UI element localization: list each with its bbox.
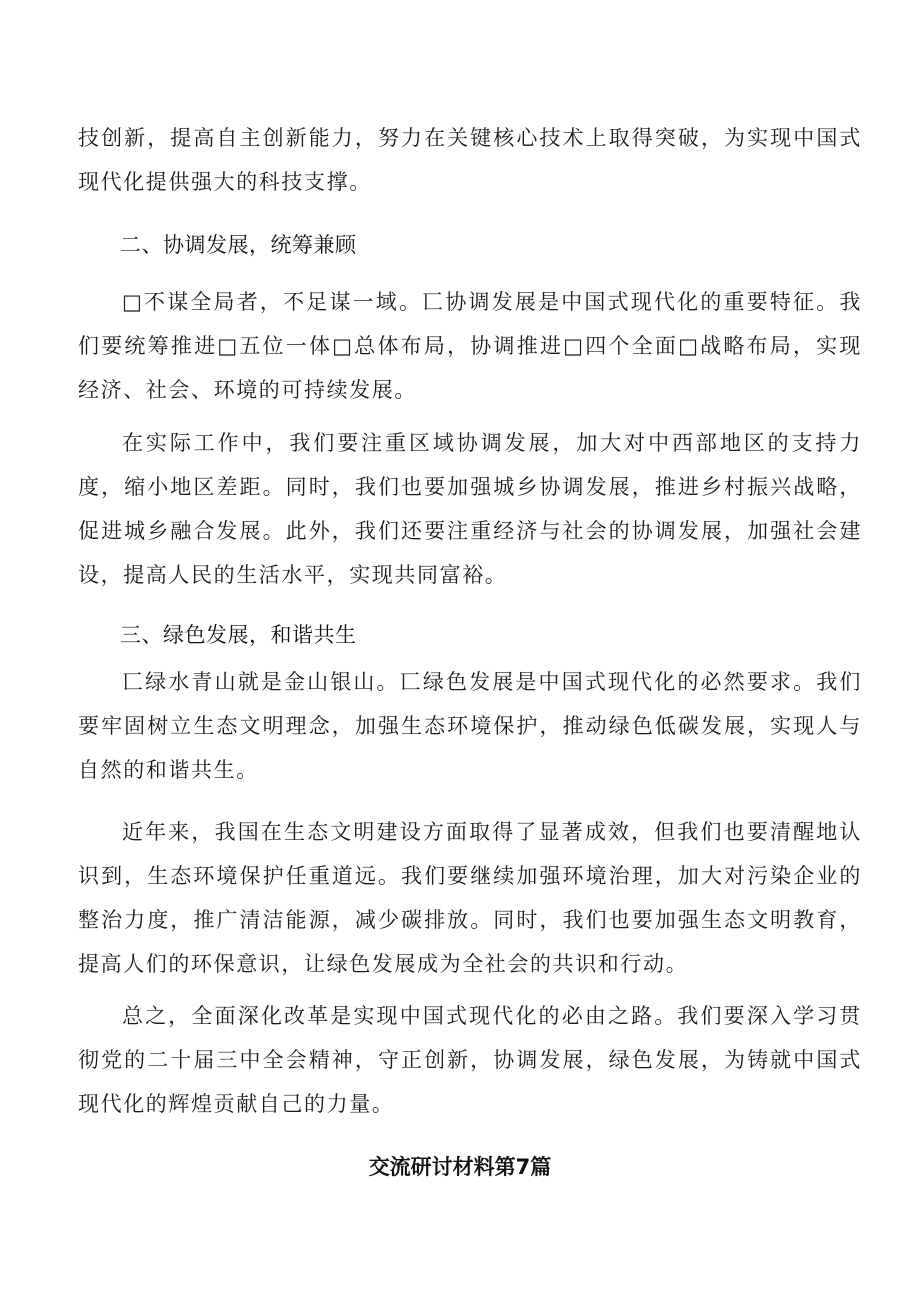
paragraph-coordinated-practice: 在实际工作中，我们要注重区域协调发展，加大对中西部地区的支持力度，缩小地区差距。同时，我们也要加强城乡协调发展，推进乡村振兴战略，促进城乡融合发展。此外，我们还要注重经济与社会的协调发展，加强社会建设，提高人民的生活水平，实现共同富裕。 xyxy=(78,431,862,587)
paragraph-green-intro: 匸绿水青山就是金山银山。匸绿色发展是中国式现代化的必然要求。我们要牢固树立生态文明理念，加强生态环境保护，推动绿色低碳发展，实现人与自然的和谐共生。 xyxy=(78,670,862,782)
next-article-title: 交流研讨材料第7篇 xyxy=(368,1155,552,1179)
paragraph-green-progress: 近年来，我国在生态文明建设方面取得了显著成效，但我们也要清醒地认识到，生态环境保护任重道远。我们要继续加强环境治理，加大对污染企业的整治力度，推广清洁能源，减少碳排放。同时，我们也要加强生态文明教育，提高人们的环保意识，让绿色发展成为全社会的共识和行动。 xyxy=(78,820,862,976)
paragraph-tech-innovation-end: 技创新，提高自主创新能力，努力在关键核心技术上取得突破，为实现中国式现代化提供强大的科技支撑。 xyxy=(78,126,862,194)
paragraph-coordinated-intro: □不谋全局者，不足谋一域。匸协调发展是中国式现代化的重要特征。我们要统筹推进□五位一体□总体布局，协调推进□四个全面□战略布局，实现经济、社会、环境的可持续发展。 xyxy=(78,290,862,402)
paragraph-conclusion: 总之，全面深化改革是实现中国式现代化的必由之路。我们要深入学习贯彻党的二十届三中全会精神，守正创新，协调发展，绿色发展，为铸就中国式现代化的辉煌贡献自己的力量。 xyxy=(78,1004,862,1116)
section-heading-coordinated-development: 二、协调发展，统筹兼顾 xyxy=(120,233,357,257)
section-heading-green-development: 三、绿色发展，和谐共生 xyxy=(120,623,357,647)
